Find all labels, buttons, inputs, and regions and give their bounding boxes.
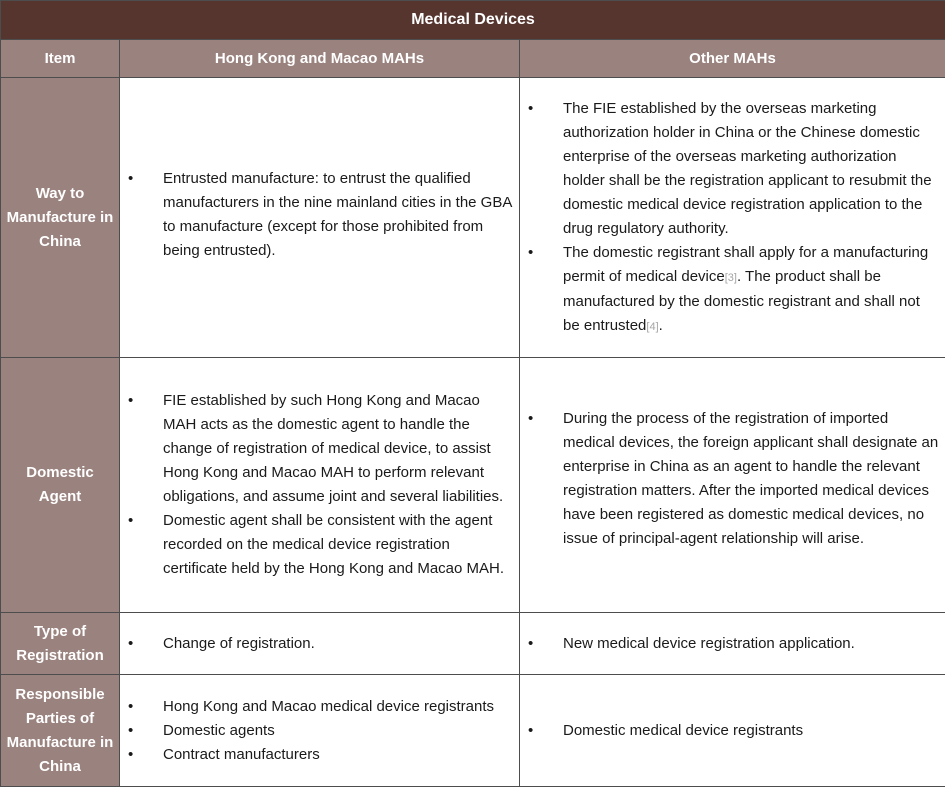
other-mahs-cell	[520, 78, 945, 358]
list-item: • Domestic agents	[120, 719, 513, 743]
bullet-icon: •	[128, 512, 134, 529]
list-item: • The domestic registrant shall apply for a manufacturing permit of medical device[3]. The product shall be manufactured by the domestic registrant and shall not be entrusted[4].	[520, 241, 939, 339]
list-item: • Domestic medical device registrants	[520, 719, 939, 743]
table-row	[1, 358, 945, 613]
table-row	[1, 675, 945, 787]
row-header: Way to Manufacture in China	[1, 78, 120, 358]
list-item: • Entrusted manufacture: to entrust the qualified manufacturers in the nine mainland cities in the GBA to manufacture (except for those prohibited from being entrusted).	[120, 167, 513, 263]
list-item: • The FIE established by the overseas marketing authorization holder in China or the Chinese domestic enterprise of the overseas marketing authorization holder shall be the registration applicant to resubmit the domestic medical device registration application to the drug regulatory authority.	[520, 97, 939, 241]
list-item: • FIE established by such Hong Kong and Macao MAH acts as the domestic agent to handle the change of registration of medical device, to assist Hong Kong and Macao MAH to perform relevant obligations, and assume joint and several liabilities.	[120, 389, 513, 509]
bullet-icon: •	[528, 99, 534, 117]
column-header-item: Item	[1, 40, 120, 78]
bullet-icon: •	[528, 410, 534, 427]
other-mahs-cell	[520, 675, 945, 787]
table-row	[1, 78, 945, 358]
list-item: • New medical device registration application.	[520, 632, 939, 656]
hk-macao-cell	[120, 358, 520, 613]
bullet-icon: •	[128, 697, 134, 715]
bullet-icon: •	[128, 745, 134, 763]
bullet-icon: •	[528, 243, 534, 261]
hk-macao-cell	[120, 675, 520, 787]
row-header: Type of Registration	[1, 613, 120, 675]
list-item: • Hong Kong and Macao medical device registrants	[120, 695, 513, 719]
hk-macao-cell	[120, 613, 520, 675]
hk-macao-cell	[120, 78, 520, 358]
column-header-other: Other MAHs	[520, 40, 945, 78]
bullet-icon: •	[128, 721, 134, 739]
bullet-icon: •	[128, 169, 134, 187]
bullet-icon: •	[528, 634, 534, 652]
other-mahs-cell	[520, 613, 945, 675]
bullet-icon: •	[528, 721, 534, 739]
table-row	[1, 613, 945, 675]
row-header: Responsible Parties of Manufacture in China	[1, 675, 120, 787]
list-item: • Change of registration.	[120, 632, 513, 656]
footnote-ref[interactable]: [3]	[724, 271, 737, 284]
list-item: • Contract manufacturers	[120, 743, 513, 767]
row-header: Domestic Agent	[1, 358, 120, 613]
bullet-icon: •	[128, 392, 134, 409]
list-item: • Domestic agent shall be consistent with the agent recorded on the medical device registration certificate held by the Hong Kong and Macao MAH.	[120, 509, 513, 581]
bullet-icon: •	[128, 634, 134, 652]
other-mahs-cell	[520, 358, 945, 613]
footnote-ref[interactable]: [4]	[646, 320, 659, 333]
list-item: • During the process of the registration of imported medical devices, the foreign applicant shall designate an enterprise in China as an agent to handle the relevant registration matters. After the imported medical devices have been registered as domestic medical devices, no issue of principal-agent relationship will arise.	[520, 407, 939, 551]
column-header-hk-macao: Hong Kong and Macao MAHs	[120, 40, 520, 78]
table-title: Medical Devices	[1, 1, 945, 40]
